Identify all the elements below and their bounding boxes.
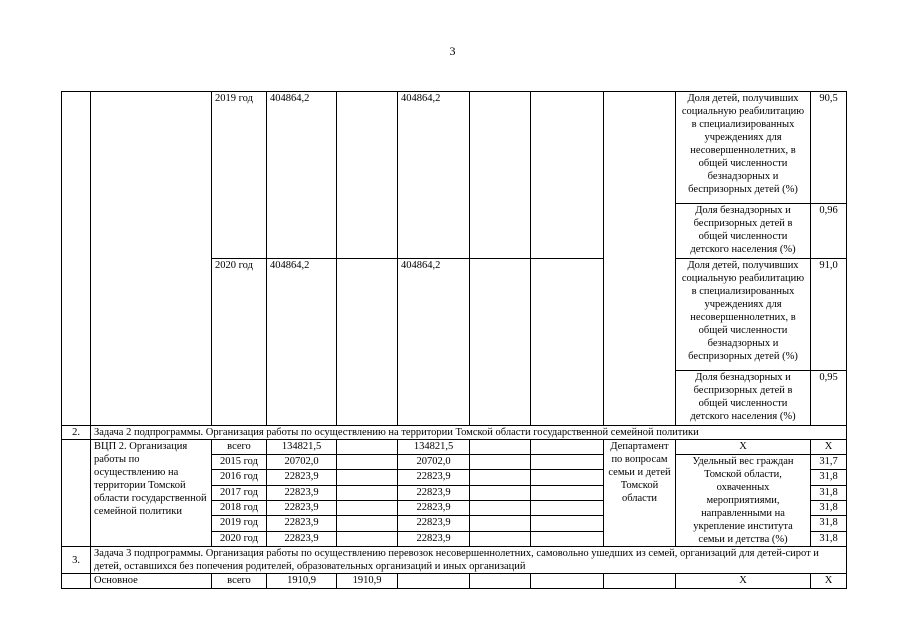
- indicator-value: 31,8: [811, 470, 847, 485]
- federal-cell: [337, 259, 398, 426]
- total-cell: 404864,2: [267, 259, 337, 426]
- number-cell: [62, 92, 91, 426]
- local-cell: [470, 440, 531, 455]
- program-name: Основное: [91, 574, 212, 589]
- year-cell: 2019 год: [212, 92, 267, 259]
- program-name: ВЦП 2. Организация работы по осуществлению на территории Томской области государственной семейной политики: [91, 440, 212, 547]
- indicator-cell: Доля детей, получивших социальную реабилитацию в специализированных учреждениях для несовершеннолетних, в общей численности безнадзорных и беспризорных детей (%): [676, 92, 811, 204]
- total-cell: 22823,9: [267, 500, 337, 515]
- task-row: [62, 547, 847, 574]
- local-cell: [470, 455, 531, 470]
- indicator-cell: Удельный вес граждан Томской области, охваченных мероприятиями, направленными на укрепление института семьи и детства (%): [676, 455, 811, 547]
- indicator-value: 31,7: [811, 455, 847, 470]
- indicator-value: 31,8: [811, 500, 847, 515]
- year-cell: 2020 год: [212, 531, 267, 546]
- extra-budget-cell: [531, 470, 604, 485]
- extra-budget-cell: [531, 455, 604, 470]
- total-cell: 22823,9: [267, 531, 337, 546]
- total-cell: 22823,9: [267, 470, 337, 485]
- local-cell: [470, 500, 531, 515]
- local-cell: [470, 574, 531, 589]
- extra-budget-cell: [531, 516, 604, 531]
- federal-cell: [337, 440, 398, 455]
- federal-cell: [337, 92, 398, 259]
- indicator-value: 0,95: [811, 371, 847, 426]
- number-cell: [62, 440, 91, 547]
- table-row: [62, 440, 847, 455]
- task-number: 2.: [62, 426, 91, 440]
- local-cell: [470, 485, 531, 500]
- page-number: 3: [449, 44, 456, 58]
- total-cell: 134821,5: [267, 440, 337, 455]
- federal-cell: [337, 516, 398, 531]
- total-cell: 20702,0: [267, 455, 337, 470]
- year-cell: 2018 год: [212, 500, 267, 515]
- regional-cell: 20702,0: [398, 455, 470, 470]
- task-title: Задача 3 подпрограммы. Организация работы по осуществлению перевозок несовершеннолетних, самовольно ушедших из семей, организаций для детей-сирот и детей, оставшихся без попечения родителей, образовательных организаций и иных организаций: [91, 547, 847, 574]
- year-cell: 2017 год: [212, 485, 267, 500]
- local-cell: [470, 470, 531, 485]
- indicator-cell: Доля безнадзорных и беспризорных детей в общей численности детского населения (%): [676, 204, 811, 259]
- regional-cell: 22823,9: [398, 531, 470, 546]
- extra-budget-cell: [531, 92, 604, 259]
- indicator-value: 90,5: [811, 92, 847, 204]
- extra-budget-cell: [531, 440, 604, 455]
- regional-cell: 22823,9: [398, 500, 470, 515]
- regional-cell: 404864,2: [398, 259, 470, 426]
- regional-cell: 22823,9: [398, 485, 470, 500]
- regional-cell: 404864,2: [398, 92, 470, 259]
- federal-cell: [337, 500, 398, 515]
- extra-budget-cell: [531, 259, 604, 426]
- federal-cell: 1910,9: [337, 574, 398, 589]
- indicator-value: 31,8: [811, 531, 847, 546]
- total-cell: 22823,9: [267, 516, 337, 531]
- total-cell: 404864,2: [267, 92, 337, 259]
- federal-cell: [337, 455, 398, 470]
- indicator-value: 0,96: [811, 204, 847, 259]
- department-cell: [604, 574, 676, 589]
- local-cell: [470, 516, 531, 531]
- extra-budget-cell: [531, 500, 604, 515]
- table-row: [62, 92, 847, 204]
- year-cell: всего: [212, 440, 267, 455]
- year-cell: 2019 год: [212, 516, 267, 531]
- regional-cell: 22823,9: [398, 470, 470, 485]
- year-cell: 2015 год: [212, 455, 267, 470]
- total-cell: 22823,9: [267, 485, 337, 500]
- year-cell: всего: [212, 574, 267, 589]
- regional-cell: 134821,5: [398, 440, 470, 455]
- indicator-value: 91,0: [811, 259, 847, 371]
- indicator-cell: Доля безнадзорных и беспризорных детей в общей численности детского населения (%): [676, 371, 811, 426]
- task-number: 3.: [62, 547, 91, 574]
- year-cell: 2016 год: [212, 470, 267, 485]
- local-cell: [470, 259, 531, 426]
- task-row: [62, 426, 847, 440]
- indicator-value: 31,8: [811, 485, 847, 500]
- regional-cell: 22823,9: [398, 516, 470, 531]
- local-cell: [470, 92, 531, 259]
- task-title: Задача 2 подпрограммы. Организация работы по осуществлению на территории Томской области государственной семейной политики: [91, 426, 847, 440]
- program-table: [61, 91, 847, 589]
- extra-budget-cell: [531, 485, 604, 500]
- program-cell: [91, 92, 212, 426]
- indicator-value: Х: [811, 440, 847, 455]
- year-cell: 2020 год: [212, 259, 267, 426]
- department-cell: [604, 92, 676, 426]
- table-row: [62, 574, 847, 589]
- indicator-value: 31,8: [811, 516, 847, 531]
- extra-budget-cell: [531, 531, 604, 546]
- indicator-cell: Доля детей, получивших социальную реабилитацию в специализированных учреждениях для несовершеннолетних, в общей численности безнадзорных и беспризорных детей (%): [676, 259, 811, 371]
- total-cell: 1910,9: [267, 574, 337, 589]
- department-name: Департамент по вопросам семьи и детей Томской области: [604, 440, 676, 547]
- indicator-value: Х: [811, 574, 847, 589]
- extra-budget-cell: [531, 574, 604, 589]
- federal-cell: [337, 531, 398, 546]
- federal-cell: [337, 485, 398, 500]
- regional-cell: [398, 574, 470, 589]
- federal-cell: [337, 470, 398, 485]
- number-cell: [62, 574, 91, 589]
- indicator-header: Х: [676, 440, 811, 455]
- indicator-cell: Х: [676, 574, 811, 589]
- local-cell: [470, 531, 531, 546]
